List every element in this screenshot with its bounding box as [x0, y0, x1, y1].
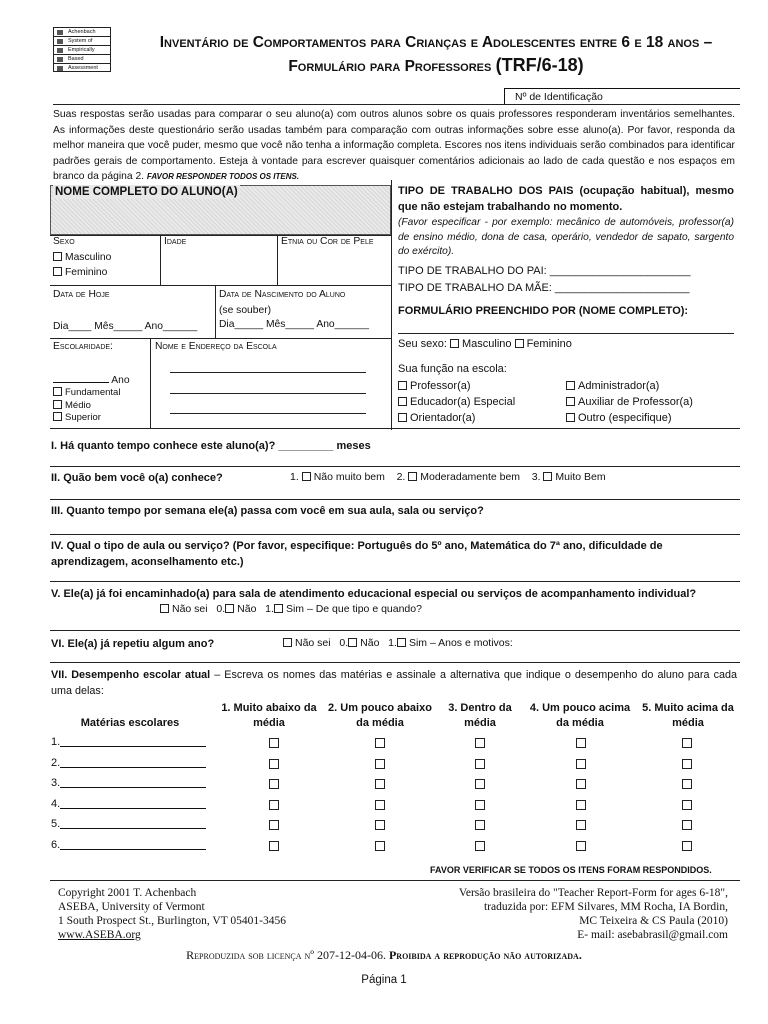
checkbox-icon[interactable]	[274, 604, 283, 613]
option-label: Não sei	[295, 637, 331, 649]
subject-row-label[interactable]	[51, 817, 211, 830]
col-header-5: 5. Muito acima da média	[642, 702, 734, 729]
question-7-text: – Escreva os nomes das matérias e assinale a alternativa que indique o desempenho do aluno para cada uma delas:	[51, 669, 737, 697]
parents-job-title: TIPO DE TRABALHO DOS PAIS (ocupação habitual), mesmo que não estejam trabalhando no momento.	[398, 185, 734, 213]
school-line[interactable]	[170, 413, 366, 414]
grade-checkbox-icon[interactable]	[269, 759, 279, 769]
option-number: 3.	[531, 471, 541, 483]
option-label: Orientador(a)	[410, 412, 476, 424]
row-number: 5.	[51, 818, 61, 830]
option-label: Feminino	[526, 338, 572, 350]
email-line[interactable]: E- mail: asebabrasil@gmail.com	[577, 929, 728, 941]
divider	[160, 235, 161, 285]
mother-job-field[interactable]: TIPO DE TRABALHO DA MÃE: ______________________	[398, 282, 690, 294]
subject-row-label[interactable]	[51, 776, 211, 789]
school-level-label: Escolaridade:	[53, 341, 113, 352]
option-label: Não	[360, 637, 380, 649]
logo-line: Based	[54, 55, 110, 64]
question-1[interactable]: I. Há quanto tempo conhece este aluno(a)? _________ meses	[51, 440, 371, 452]
year-label: Ano	[111, 375, 130, 386]
logo-line: System of	[54, 37, 110, 46]
option-label: Masculino	[65, 252, 112, 263]
checkbox-icon[interactable]	[53, 412, 62, 421]
checkbox-icon[interactable]	[566, 397, 575, 406]
checkbox-icon[interactable]	[566, 381, 575, 390]
intro-emphasis: FAVOR RESPONDER TODOS OS ITENS.	[146, 172, 300, 182]
option-label: Outro (especifique)	[578, 412, 672, 424]
question-2-options	[290, 471, 606, 483]
grade-checkbox-icon[interactable]	[375, 779, 385, 789]
id-number-field[interactable]	[504, 88, 740, 104]
year-blank[interactable]	[53, 372, 109, 383]
divider	[215, 285, 216, 338]
grade-checkbox-icon[interactable]	[682, 841, 692, 851]
question-5-options	[160, 603, 422, 615]
grade-checkbox-icon[interactable]	[375, 841, 385, 851]
checkbox-icon[interactable]	[398, 381, 407, 390]
divider	[50, 466, 740, 467]
translation-line: traduzida por: EFM Silvares, MM Rocha, IA Bordin,	[483, 901, 728, 913]
option-number: 0.	[216, 603, 226, 615]
question-4: IV. Qual o tipo de aula ou serviço? (Por favor, especifique: Português do 5º ano, Matemática do 7ª ano, dificuldade de aprendizagem, aconselhamento etc.)	[51, 540, 663, 568]
subject-blank[interactable]	[60, 817, 206, 829]
checkbox-icon[interactable]	[53, 387, 62, 396]
divider	[50, 285, 391, 286]
intro-text	[53, 107, 735, 185]
grade-checkbox-icon[interactable]	[682, 820, 692, 830]
parents-job-hint: (Favor especificar - por exemplo: mecânico de automóveis, professor(a) de ensino médio, dona de casa, operário, vendedor de sapato, sargento do exército).	[398, 217, 734, 257]
checkbox-icon[interactable]	[398, 413, 407, 422]
option-label: Professor(a)	[410, 380, 471, 392]
divider	[391, 180, 392, 430]
checkbox-icon[interactable]	[160, 604, 169, 613]
birth-date-sub: (se souber)	[219, 305, 272, 316]
option-number: 1.	[265, 603, 274, 615]
birth-date-label: Data de Nascimento do Aluno	[219, 289, 346, 300]
level-option[interactable]	[53, 400, 120, 413]
aseba-logo	[53, 27, 111, 72]
grade-checkbox-icon[interactable]	[375, 800, 385, 810]
divider	[53, 104, 740, 105]
grade-checkbox-icon[interactable]	[475, 820, 485, 830]
age-label: Idade	[164, 236, 187, 247]
title-line-2: Formulário para Professores	[288, 58, 496, 75]
checkbox-icon[interactable]	[302, 472, 311, 481]
logo-line: Assessment	[54, 64, 110, 73]
grade-checkbox-icon[interactable]	[576, 759, 586, 769]
question-6: VI. Ele(a) já repetiu algum ano?	[51, 638, 215, 650]
form-code: (TRF/6-18)	[495, 55, 584, 75]
copyright-block	[58, 886, 286, 942]
birth-date-fields[interactable]: Dia_____ Mês_____ Ano______	[219, 319, 370, 330]
role-option[interactable]	[398, 394, 515, 410]
school-levels	[53, 387, 120, 425]
sex-option-female[interactable]	[53, 266, 107, 280]
grade-checkbox-icon[interactable]	[375, 738, 385, 748]
question-3: III. Quanto tempo por semana ele(a) passa com você em sua aula, sala ou serviço?	[51, 505, 484, 517]
checkbox-icon[interactable]	[225, 604, 234, 613]
role-option[interactable]	[566, 394, 693, 410]
verify-note: FAVOR VERIFICAR SE TODOS OS ITENS FORAM RESPONDIDOS.	[430, 865, 712, 875]
subject-row-label[interactable]	[51, 756, 211, 769]
divider	[277, 235, 278, 285]
intro-body: Suas respostas serão usadas para comparar o seu aluno(a) com outros alunos sobre os quais professores responderam inventários semelhantes. As informações deste questionário serão usadas também para comparação com outras informações sobre esse aluno(a). Por favor, responda da melhor maneira que você puder, mesmo que você não tenha a informação completa. Escores nos itens individuais serão combinados para identificar padrões gerais de comportamento. Esteja à vontade para escrever quaisquer comentários adicionais ao lado de cada questão e nos espaços em branco da página 2.	[53, 109, 735, 183]
page-number: Página 1	[361, 974, 407, 986]
subjects-header: Matérias escolares	[80, 717, 180, 729]
grade-checkbox-icon[interactable]	[682, 800, 692, 810]
option-label: Moderadamente bem	[420, 471, 521, 483]
grade-checkbox-icon[interactable]	[475, 800, 485, 810]
option-label: Auxiliar de Professor(a)	[578, 396, 693, 408]
grade-checkbox-icon[interactable]	[269, 841, 279, 851]
grade-checkbox-icon[interactable]	[576, 738, 586, 748]
school-line[interactable]	[170, 372, 366, 373]
license-line	[0, 948, 768, 963]
checkbox-icon[interactable]	[566, 413, 575, 422]
row-number: 3.	[51, 777, 61, 789]
aseba-link[interactable]: www.ASEBA.org	[58, 929, 141, 941]
subject-blank[interactable]	[60, 838, 206, 850]
grade-checkbox-icon[interactable]	[682, 738, 692, 748]
divider	[50, 662, 740, 663]
school-name-label: Nome e Endereço da Escola	[155, 341, 277, 352]
subject-blank[interactable]	[60, 756, 206, 768]
checkbox-icon[interactable]	[543, 472, 552, 481]
subject-blank[interactable]	[60, 776, 206, 788]
option-number: 0.	[339, 637, 349, 649]
grade-checkbox-icon[interactable]	[269, 800, 279, 810]
option-label: Não	[237, 603, 257, 615]
checkbox-icon[interactable]	[53, 252, 62, 261]
role-label: Sua função na escola:	[398, 363, 507, 375]
copyright-line: 1 South Prospect St., Burlington, VT 05401-3456	[58, 915, 286, 927]
role-option[interactable]	[566, 378, 693, 394]
checkbox-icon[interactable]	[408, 472, 417, 481]
option-label: Sim – De que tipo e quando?	[285, 603, 422, 615]
grade-checkbox-icon[interactable]	[682, 779, 692, 789]
divider	[50, 499, 740, 500]
row-number: 1.	[51, 736, 61, 748]
question-7	[51, 667, 737, 699]
license-warning: Proibida a reprodução não autorizada.	[388, 948, 582, 962]
grade-checkbox-icon[interactable]	[475, 841, 485, 851]
level-option[interactable]	[53, 387, 120, 400]
divider	[50, 338, 391, 339]
subject-row-label[interactable]	[51, 797, 211, 810]
question-5: V. Ele(a) já foi encaminhado(a) para sala de atendimento educacional especial ou serviços de acompanhamento individual?	[51, 588, 697, 600]
option-label: Não muito bem	[313, 471, 385, 483]
option-label: Muito Bem	[555, 471, 606, 483]
copyright-line: Copyright 2001 T. Achenbach	[58, 887, 197, 899]
form-title	[126, 31, 746, 78]
translation-block	[459, 886, 728, 942]
subject-blank[interactable]	[60, 797, 206, 809]
checkbox-icon[interactable]	[283, 638, 292, 647]
id-label: Nº de Identificação	[515, 91, 603, 103]
grade-checkbox-icon[interactable]	[375, 759, 385, 769]
subject-row-label[interactable]	[51, 838, 211, 851]
roles-left	[398, 378, 515, 426]
grade-checkbox-icon[interactable]	[269, 820, 279, 830]
question-7-title: VII. Desempenho escolar atual	[51, 669, 211, 681]
father-job-field[interactable]: TIPO DE TRABALHO DO PAI: _______________________	[398, 265, 691, 277]
logo-line: Achenbach	[54, 28, 110, 37]
grade-checkbox-icon[interactable]	[375, 820, 385, 830]
option-label: Fundamental	[65, 387, 121, 398]
checkbox-icon[interactable]	[53, 400, 62, 409]
divider	[50, 581, 740, 582]
option-label: Não sei	[172, 603, 208, 615]
checkbox-icon[interactable]	[515, 339, 524, 348]
subject-blank[interactable]	[60, 735, 206, 747]
col-header-4: 4. Um pouco acima da média	[529, 702, 631, 729]
option-label: Educador(a) Especial	[410, 396, 516, 408]
divider	[150, 338, 151, 428]
grade-checkbox-icon[interactable]	[576, 779, 586, 789]
year-field[interactable]	[53, 372, 130, 388]
your-sex-label: Seu sexo:	[398, 338, 447, 350]
divider	[50, 534, 740, 535]
row-number: 2.	[51, 756, 61, 769]
level-option[interactable]	[53, 412, 120, 425]
today-date-label: Data de Hoje	[53, 289, 110, 300]
option-number: 1.	[388, 637, 397, 649]
translation-line: MC Teixeira & CS Paula (2010)	[579, 915, 728, 927]
option-label: Sim – Anos e motivos:	[408, 637, 513, 649]
role-option[interactable]	[398, 410, 515, 426]
role-option[interactable]	[566, 410, 693, 426]
question-2: II. Quão bem você o(a) conhece?	[51, 472, 223, 484]
col-header-1: 1. Muito abaixo da média	[221, 702, 317, 729]
subject-row-label[interactable]	[51, 735, 211, 748]
divider	[50, 880, 740, 881]
title-line-1: Inventário de Comportamentos para Crianças e Adolescentes entre 6 e 18 anos –	[159, 34, 713, 51]
checkbox-icon[interactable]	[398, 397, 407, 406]
row-number: 4.	[51, 797, 61, 810]
grade-checkbox-icon[interactable]	[269, 779, 279, 789]
grade-checkbox-icon[interactable]	[269, 738, 279, 748]
question-6-options	[283, 637, 513, 649]
checkbox-icon[interactable]	[450, 339, 459, 348]
filled-by-line[interactable]	[398, 333, 734, 334]
grade-checkbox-icon[interactable]	[576, 841, 586, 851]
filled-by-label: FORMULÁRIO PREENCHIDO POR (NOME COMPLETO):	[398, 305, 689, 317]
option-label: Masculino	[461, 338, 512, 350]
checkbox-icon[interactable]	[53, 267, 62, 276]
option-number: 1.	[290, 471, 299, 483]
grade-checkbox-icon[interactable]	[475, 779, 485, 789]
option-number: 2.	[396, 471, 406, 483]
sex-option-male[interactable]	[53, 251, 111, 265]
checkbox-icon[interactable]	[397, 638, 406, 647]
translation-line: Versão brasileira do "Teacher Report-Form for ages 6-18",	[458, 887, 728, 899]
your-sex-row	[398, 337, 572, 351]
sex-label: Sexo	[53, 236, 75, 247]
divider	[50, 630, 740, 631]
checkbox-icon[interactable]	[348, 638, 357, 647]
grade-checkbox-icon[interactable]	[475, 759, 485, 769]
row-number: 6.	[51, 838, 61, 851]
col-header-3: 3. Dentro da média	[448, 702, 512, 729]
school-line[interactable]	[170, 393, 366, 394]
grade-checkbox-icon[interactable]	[576, 800, 586, 810]
grade-checkbox-icon[interactable]	[576, 820, 586, 830]
role-option[interactable]	[398, 378, 515, 394]
student-name-label: NOME COMPLETO DO ALUNO(A)	[55, 186, 238, 198]
today-date-fields[interactable]: Dia____ Mês_____ Ano______	[53, 321, 198, 332]
grade-checkbox-icon[interactable]	[682, 759, 692, 769]
option-label: Médio	[65, 399, 91, 411]
grade-checkbox-icon[interactable]	[475, 738, 485, 748]
copyright-line: ASEBA, University of Vermont	[58, 901, 205, 913]
col-header-2: 2. Um pouco abaixo da média	[328, 702, 432, 729]
option-label: Feminino	[65, 267, 108, 278]
logo-line: Empirically	[54, 46, 110, 55]
license-text: Reproduzida sob licença nº 207-12-04-06.	[186, 948, 389, 962]
divider	[50, 428, 740, 429]
option-label: Administrador(a)	[578, 380, 660, 392]
option-label: Superior	[65, 412, 101, 423]
ethnicity-label: Etnia ou Cor de Pele	[281, 236, 374, 247]
roles-right	[566, 378, 693, 426]
